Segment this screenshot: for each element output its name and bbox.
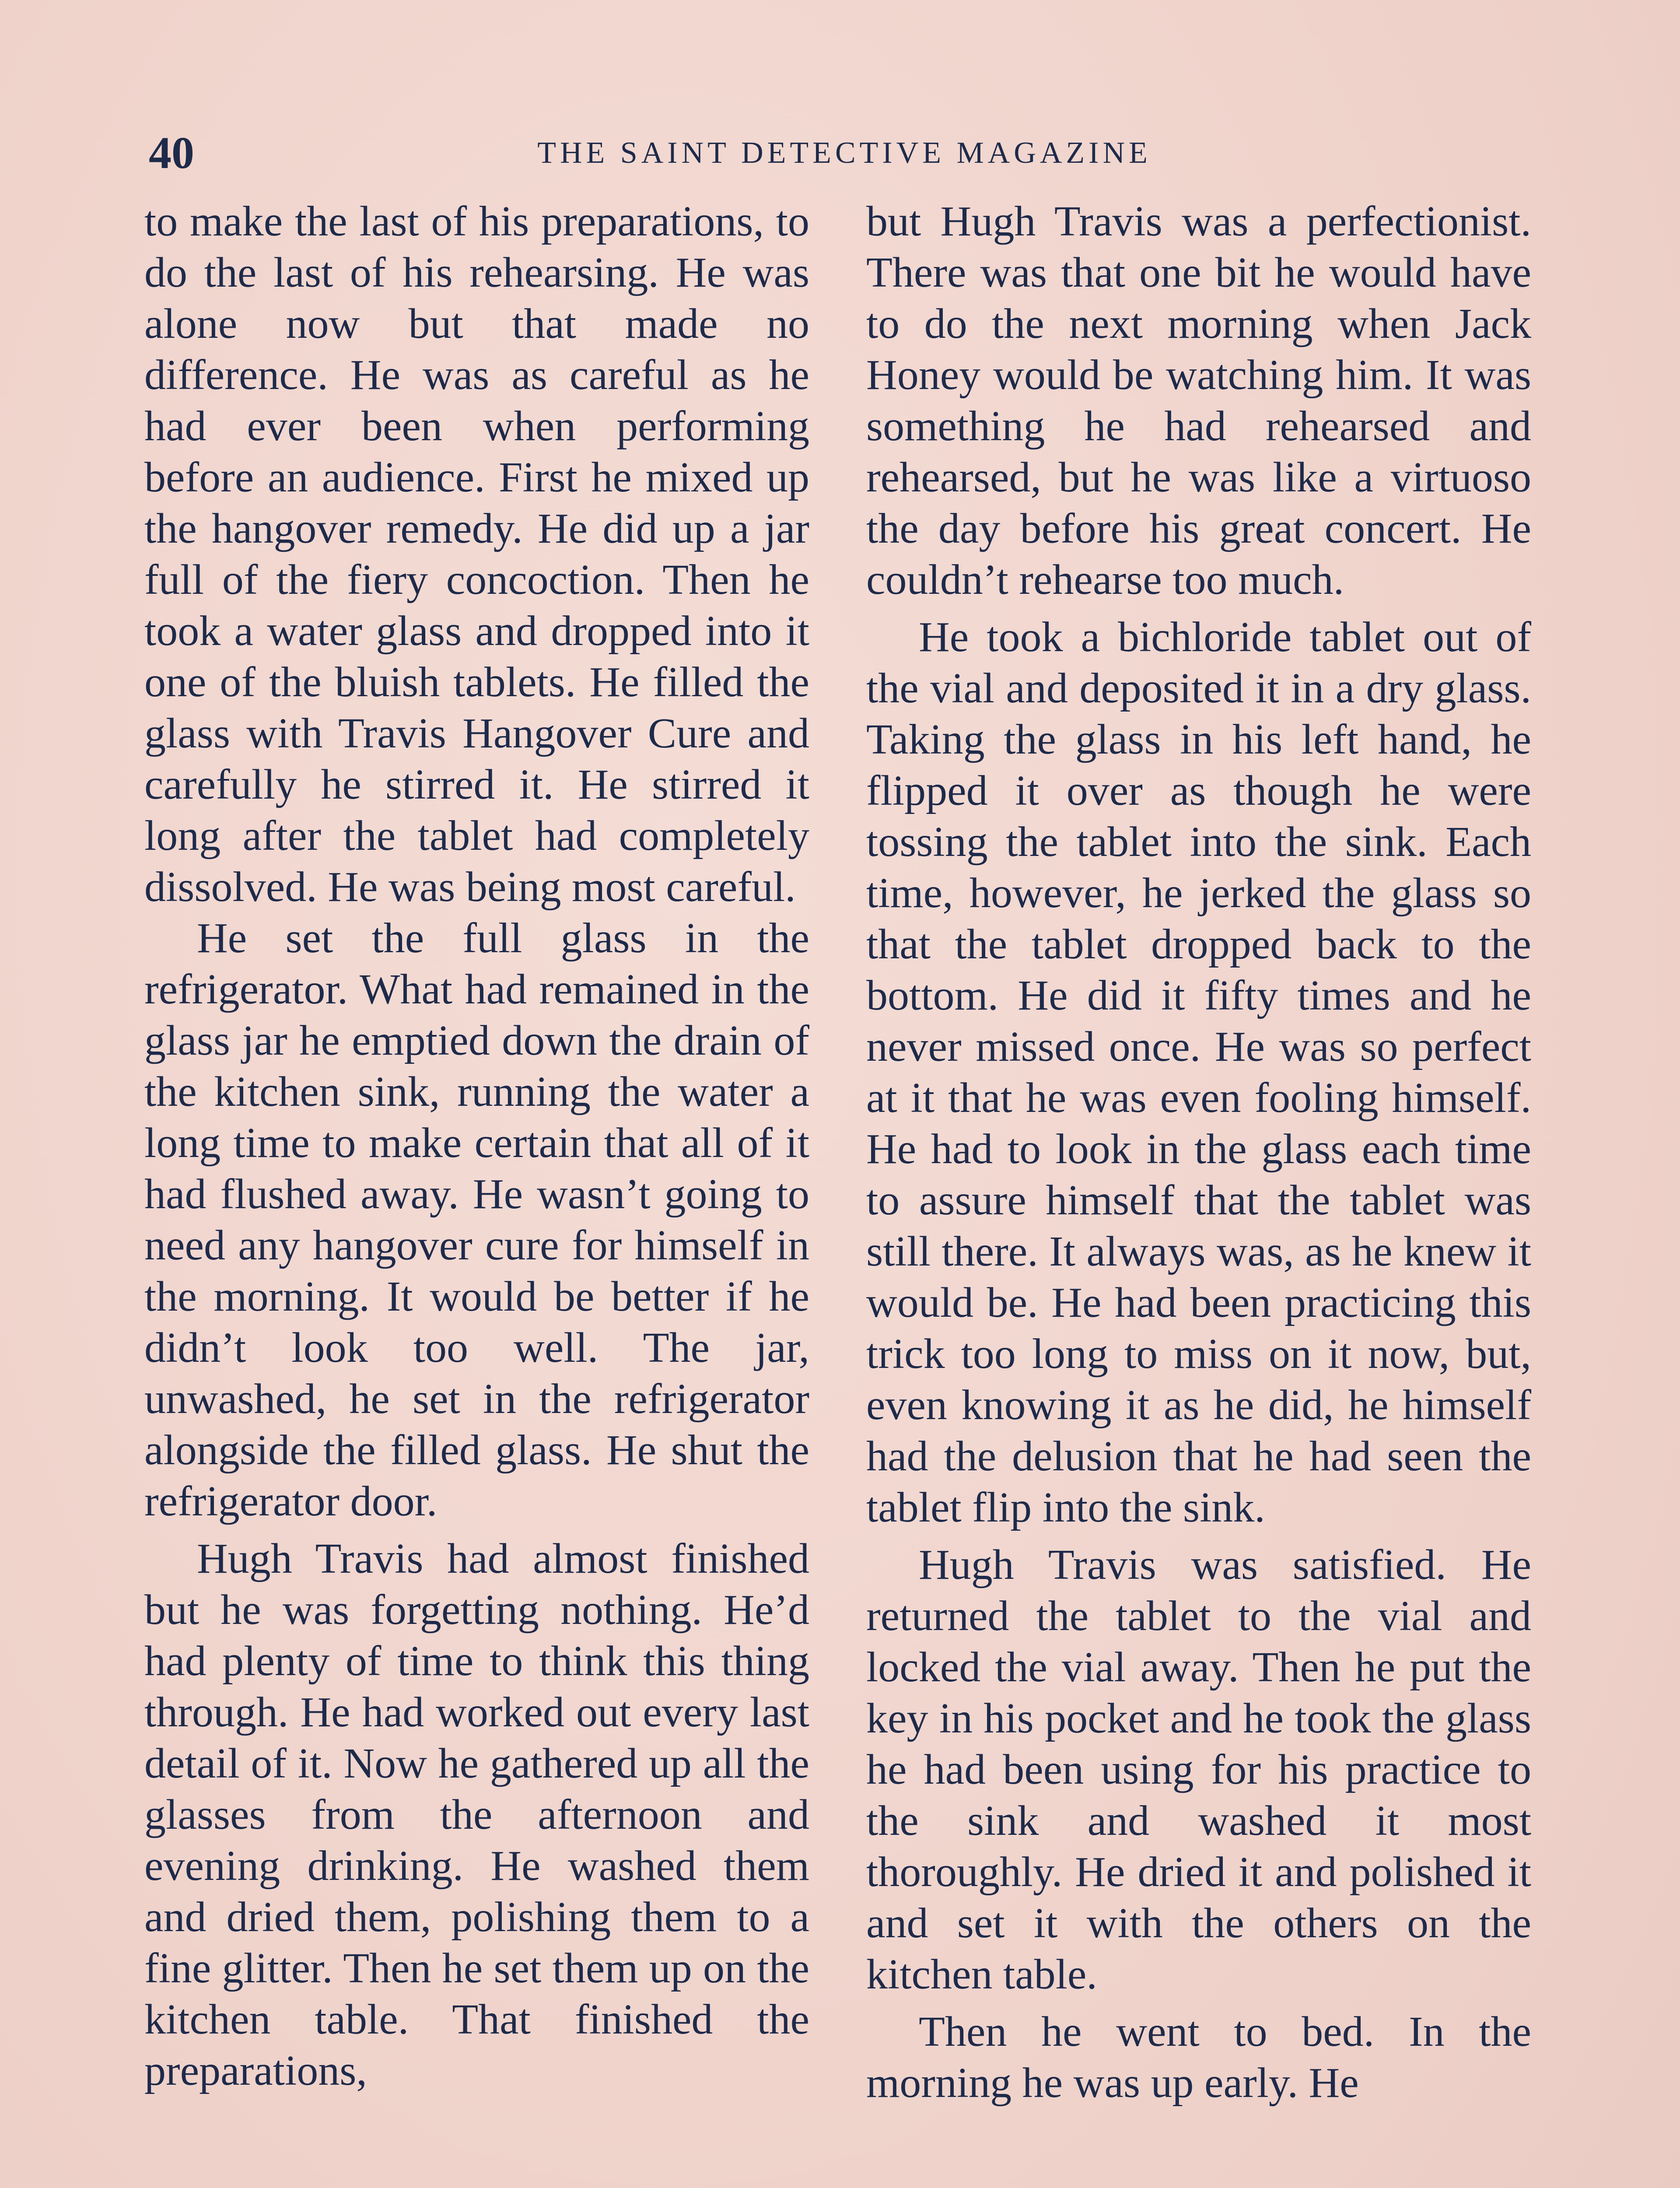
- paragraph: Hugh Travis was satisfied. He returned the tablet to the vial and locked the vial away. Then he put the key in his pocket and he took the glass he had been using for his practice to the sink and washed it most thoroughly. He dried it and polished it and set it with the others on the kitchen table.: [866, 1541, 1531, 1998]
- running-head: THE SAINT DETECTIVE MAGAZINE: [537, 136, 1152, 170]
- paragraph: but Hugh Travis was a perfectionist. There was that one bit he would have to do the next morning when Jack Honey would be watching him. It was something he had rehearsed and rehearsed, but he was like a virtuoso the day before his great concert. He couldn’t rehearse too much.: [866, 198, 1531, 603]
- paragraph: Hugh Travis had almost finished but he was forgetting nothing. He’d had plenty of time to think this thing through. He had worked out every last detail of it. Now he gathered up all the glasses from the afternoon and evening drinking. He washed them and dried them, polishing them to a fine glitter. Then he set them up on the kitchen table. That finished the preparations,: [144, 1535, 809, 2094]
- left-column: [144, 196, 809, 2097]
- page-header: [149, 127, 1540, 179]
- paragraph: Then he went to bed. In the morning he was up early. He: [866, 2008, 1531, 2107]
- page-number: 40: [149, 128, 194, 178]
- paragraph: He took a bichloride tablet out of the vial and deposited it in a dry glass. Taking the glass in his left hand, he flipped it over as though he were tossing the tablet into the sink. Each time, however, he jerked the glass so that the tablet dropped back to the bottom. He did it fifty times and he never missed once. He was so perfect at it that he was even fooling himself. He had to look in the glass each time to assure himself that the tablet was still there. It always was, as he knew it would be. He had been practicing this trick too long to miss on it now, but, even knowing it as he did, he himself had the delusion that he had seen the tablet flip into the sink.: [866, 614, 1531, 1531]
- right-column: [866, 196, 1531, 2109]
- paragraph: to make the last of his preparations, to do the last of his rehearsing. He was alone now but that made no difference. He was as careful as he had ever been when performing before an audience. First he mixed up the hangover remedy. He did up a jar full of the fiery concoction. Then he took a water glass and dropped into it one of the bluish tablets. He filled the glass with Travis Hangover Cure and carefully he stirred it. He stirred it long after the tablet had completely dissolved. He was being most careful.: [144, 198, 809, 911]
- paragraph: He set the full glass in the refrigerator. What had remained in the glass jar he emptied down the drain of the kitchen sink, running the water a long time to make certain that all of it had flushed away. He wasn’t going to need any hangover cure for himself in the morning. It would be better if he didn’t look too well. The jar, unwashed, he set in the refrigerator alongside the filled glass. He shut the refrigerator door.: [144, 915, 809, 1525]
